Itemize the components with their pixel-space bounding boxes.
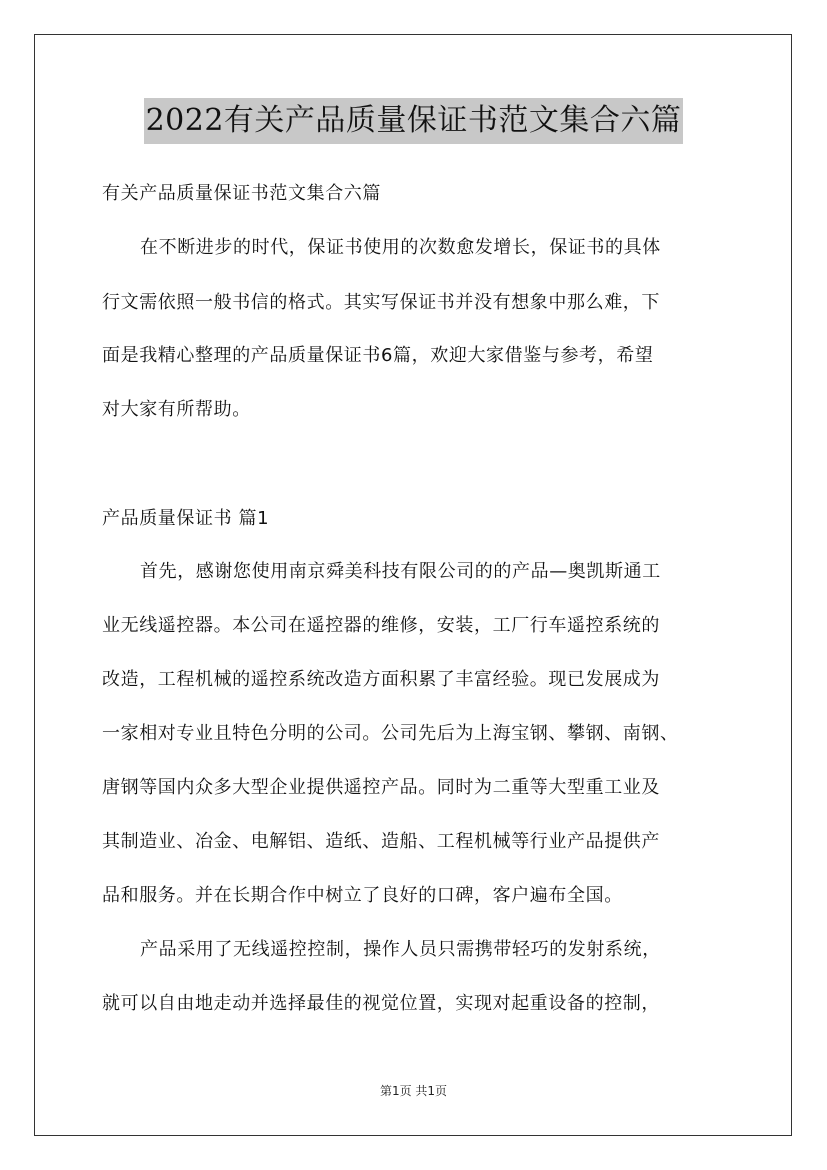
para2-line-2: 就可以自由地走动并选择最佳的视觉位置，实现对起重设备的控制， — [102, 993, 660, 1014]
para2-line-1: 产品采用了无线遥控控制，操作人员只需携带轻巧的发射系统， — [140, 939, 661, 960]
document-subtitle: 有关产品质量保证书范文集合六篇 — [102, 183, 381, 204]
para1-line-3: 改造，工程机械的遥控系统改造方面积累了丰富经验。现已发展成为 — [102, 669, 660, 690]
para1-line-5: 唐钢等国内众多大型企业提供遥控产品。同时为二重等大型重工业及 — [102, 777, 660, 798]
para1-line-6: 其制造业、冶金、电解铝、造纸、造船、工程机械等行业产品提供产 — [102, 831, 660, 852]
title-container — [0, 98, 827, 144]
intro-line-3: 面是我精心整理的产品质量保证书6篇，欢迎大家借鉴与参考，希望 — [102, 345, 654, 366]
para1-line-2: 业无线遥控器。本公司在遥控器的维修，安装，工厂行车遥控系统的 — [102, 615, 660, 636]
intro-line-4: 对大家有所帮助。 — [102, 399, 251, 420]
section-heading: 产品质量保证书 篇1 — [102, 508, 270, 529]
intro-line-2: 行文需依照一般书信的格式。其实写保证书并没有想象中那么难，下 — [102, 292, 660, 313]
page-footer: 第1页 共1页 — [379, 1084, 448, 1098]
document-title: 2022有关产品质量保证书范文集合六篇 — [144, 98, 684, 144]
para1-line-4: 一家相对专业且特色分明的公司。公司先后为上海宝钢、攀钢、南钢、 — [102, 723, 679, 744]
para1-line-7: 品和服务。并在长期合作中树立了良好的口碑，客户遍布全国。 — [102, 885, 623, 906]
intro-line-1: 在不断进步的时代，保证书使用的次数愈发增长，保证书的具体 — [140, 237, 661, 258]
para1-line-1: 首先，感谢您使用南京舜美科技有限公司的的产品—奥凯斯通工 — [140, 561, 661, 582]
